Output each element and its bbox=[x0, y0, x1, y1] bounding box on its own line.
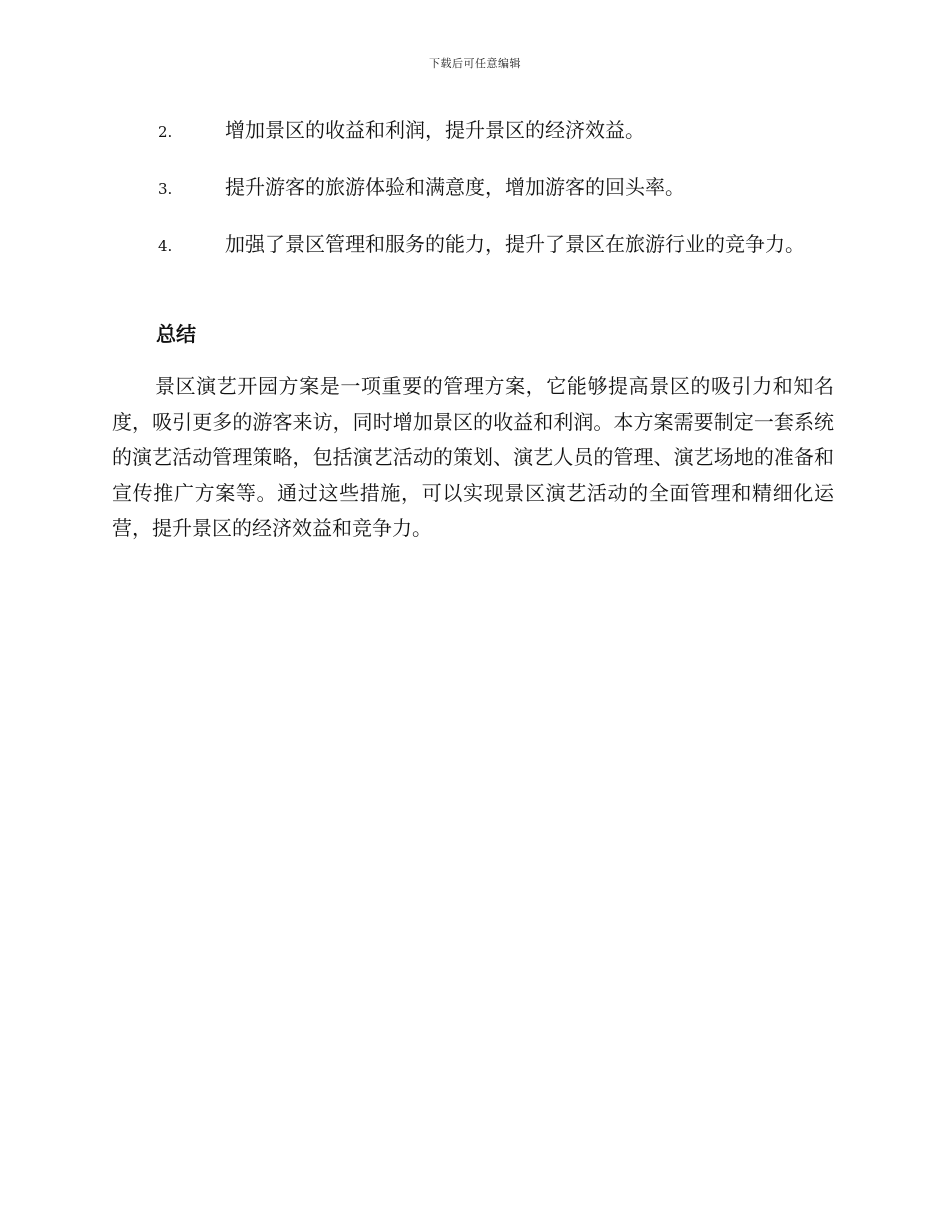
benefits-list bbox=[112, 111, 832, 282]
list-item-text: 增加景区的收益和利润，提升景区的经济效益。 bbox=[225, 118, 645, 142]
list-item-number: 2. bbox=[158, 123, 173, 141]
list-item-number: 4. bbox=[158, 237, 173, 255]
list-item bbox=[112, 225, 832, 265]
summary-paragraph: 景区演艺开园方案是一项重要的管理方案，它能够提高景区的吸引力和知名度，吸引更多的游客来访，同时增加景区的收益和利润。本方案需要制定一套系统的演艺活动管理策略，包括演艺活动的策划、演艺人员的管理、演艺场地的准备和宣传推广方案等。通过这些措施，可以实现景区演艺活动的全面管理和精细化运营，提升景区的经济效益和竞争力。 bbox=[112, 374, 834, 540]
page-header: 下载后可任意编辑 bbox=[429, 57, 521, 70]
summary-heading: 总结 bbox=[156, 322, 196, 346]
list-item-text: 提升游客的旅游体验和满意度，增加游客的回头率。 bbox=[225, 175, 685, 199]
list-item bbox=[112, 111, 832, 151]
list-item-text: 加强了景区管理和服务的能力，提升了景区在旅游行业的竞争力。 bbox=[225, 232, 805, 256]
list-item-number: 3. bbox=[158, 180, 173, 198]
list-item bbox=[112, 168, 832, 208]
